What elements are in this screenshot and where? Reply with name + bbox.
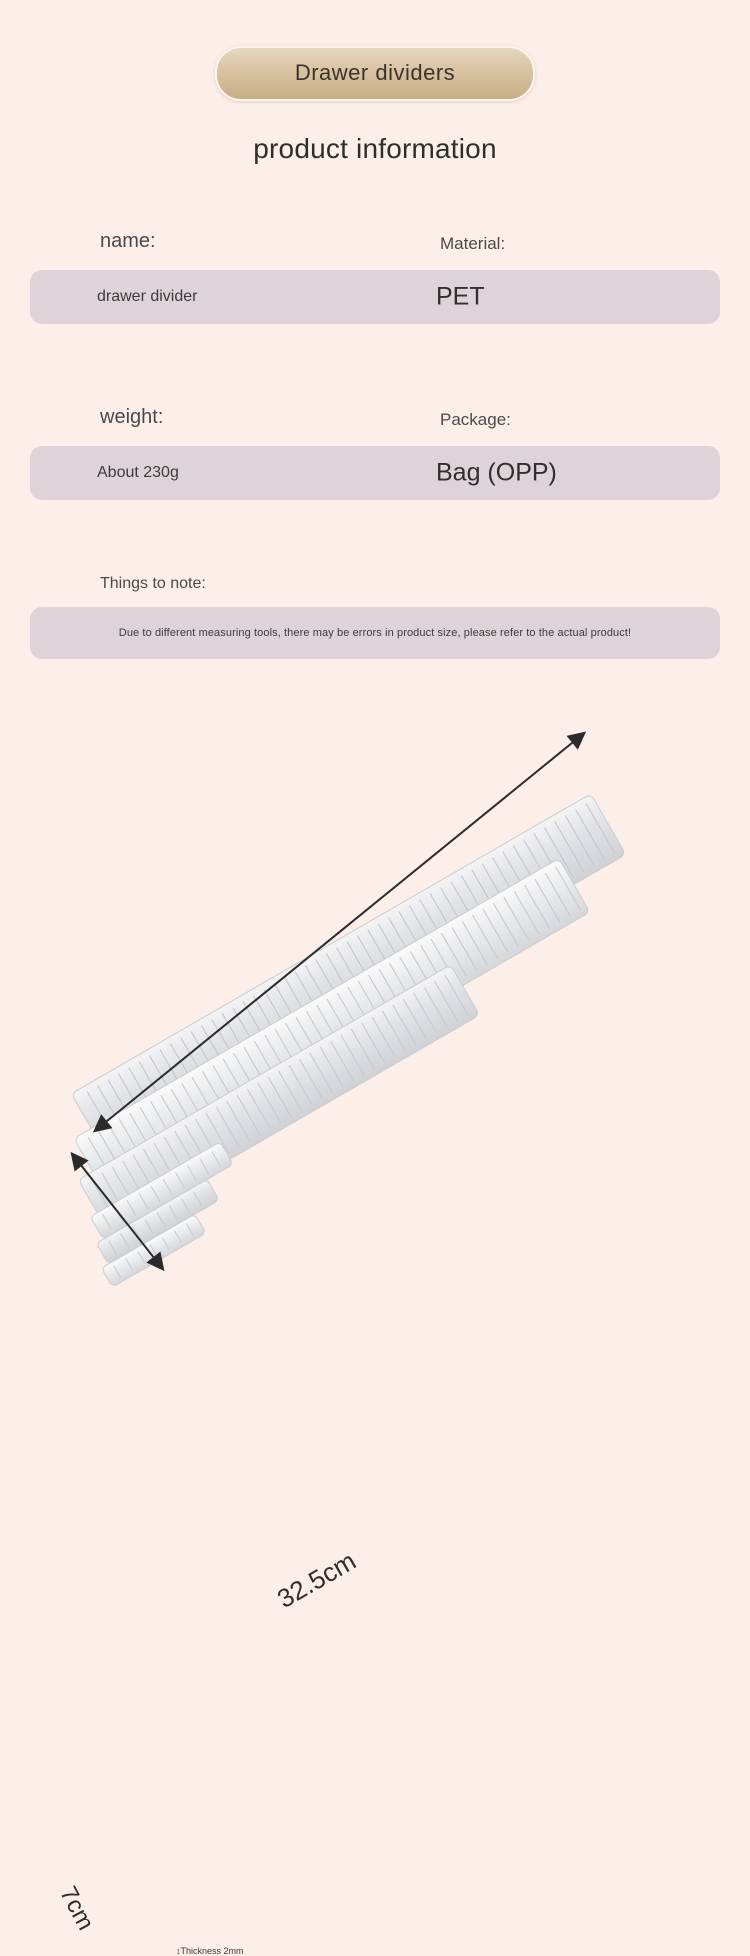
spec-value-bar	[30, 270, 720, 324]
spec-value-weight: About 230g	[97, 464, 179, 481]
length-label: 32.5cm	[272, 1545, 361, 1614]
spec-labels	[30, 230, 720, 258]
spec-row-name-material	[30, 230, 720, 324]
spec-value-package: Bag (OPP)	[436, 458, 557, 487]
section-heading: product information	[253, 133, 497, 164]
title-pill-container	[0, 46, 750, 101]
note-bar	[30, 607, 720, 659]
spec-row-weight-package	[30, 406, 720, 500]
spec-value-material: PET	[436, 282, 485, 311]
note-text: Due to different measuring tools, there may be errors in product size, please refer to the actual product!	[118, 627, 632, 639]
thickness-label: ↕Thickness 2mm	[176, 1946, 244, 1956]
note-label: Things to note:	[100, 575, 206, 592]
note-block	[30, 575, 720, 659]
drawer-divider-diagram	[0, 700, 750, 1340]
spec-labels	[30, 406, 720, 434]
spec-label-package: Package:	[440, 410, 511, 429]
spec-label-name: name:	[100, 230, 156, 252]
product-illustration	[0, 700, 750, 1956]
spec-value-bar	[30, 446, 720, 500]
spec-value-name: drawer divider	[97, 288, 198, 305]
width-label: 7cm	[54, 1882, 100, 1935]
spec-label-material: Material:	[440, 234, 506, 253]
spec-label-weight: weight:	[100, 406, 164, 428]
page-title-pill: Drawer dividers	[215, 46, 535, 101]
